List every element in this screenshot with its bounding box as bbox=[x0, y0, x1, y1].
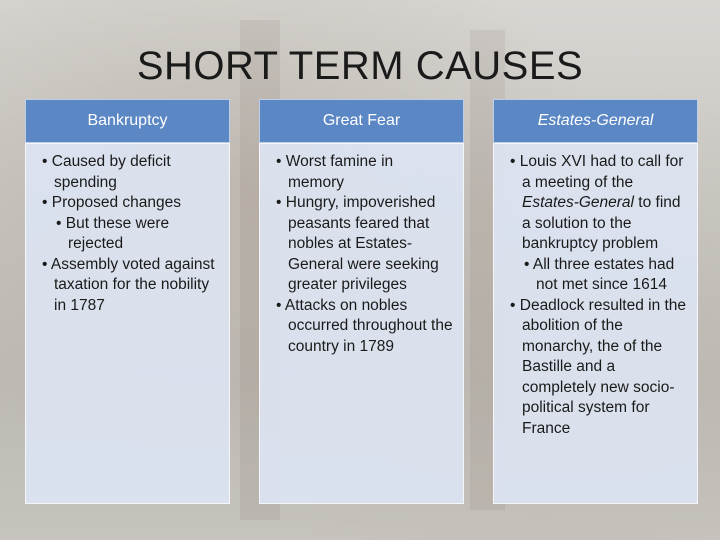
column-body-bankruptcy bbox=[25, 143, 230, 504]
list-item: • Deadlock resulted in the abolition of the monarchy, the of the Bastille and a completely new socio-political system for France bbox=[510, 296, 687, 437]
list-item: • Attacks on nobles occurred throughout the country in 1789 bbox=[276, 296, 453, 355]
column-bankruptcy bbox=[25, 99, 230, 504]
list-item: • Louis XVI had to call for a meeting of the Estates-General to find a solution to the bankruptcy problem bbox=[510, 153, 684, 252]
list-item: • Proposed changes bbox=[42, 194, 182, 211]
list-item: • All three estates had not met since 1614 bbox=[524, 255, 675, 293]
list-item: • Worst famine in memory bbox=[276, 153, 394, 191]
column-header-bankruptcy: Bankruptcy bbox=[25, 99, 230, 143]
list-item: • Caused by deficit spending bbox=[42, 153, 171, 191]
column-estates-general bbox=[493, 99, 698, 504]
list-item: • Assembly voted against taxation for the nobility in 1787 bbox=[42, 255, 215, 314]
column-body-estates-general bbox=[493, 143, 698, 504]
list-item: • But these were rejected bbox=[56, 214, 170, 252]
column-body-great-fear bbox=[259, 143, 464, 504]
slide-title: SHORT TERM CAUSES bbox=[136, 44, 584, 88]
column-header-great-fear: Great Fear bbox=[259, 99, 464, 143]
column-great-fear bbox=[259, 99, 464, 504]
column-header-estates-general: Estates-General bbox=[493, 99, 698, 143]
list-item: • Hungry, impoverished peasants feared that nobles at Estates-General were seeking greater privileges bbox=[276, 194, 439, 293]
